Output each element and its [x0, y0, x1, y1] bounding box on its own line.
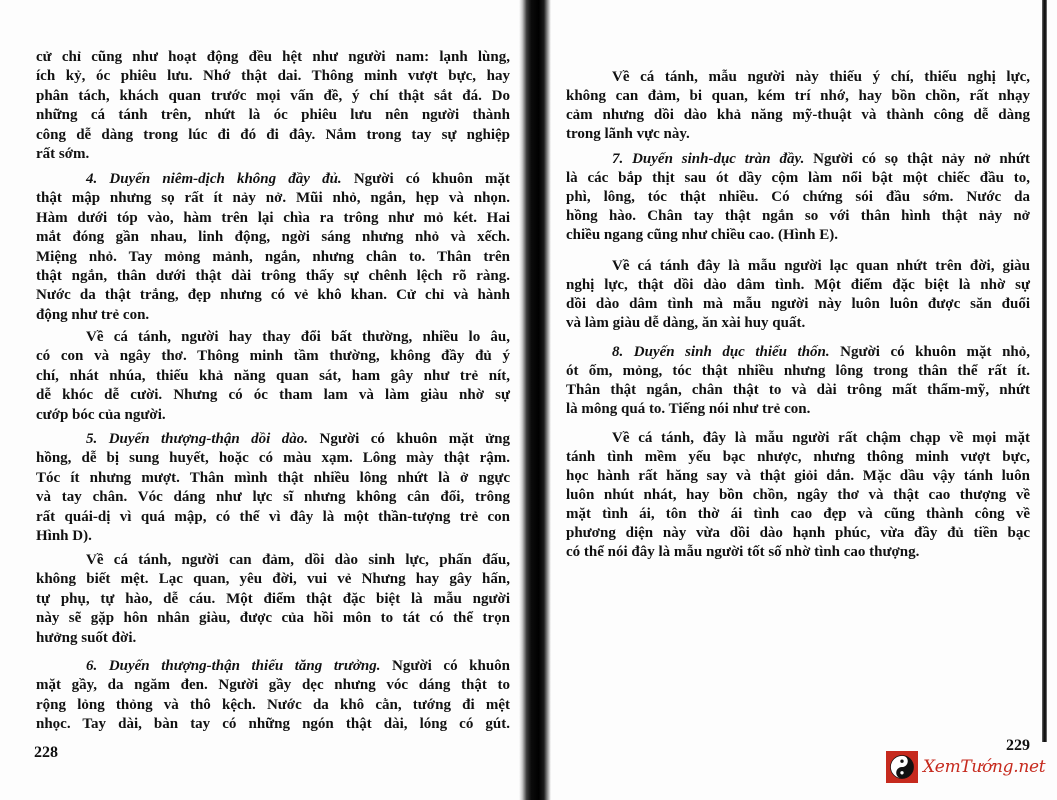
text-line: là các bắp thịt sau ót dầy cộm làm nổi bật một chiếc đầu to,	[566, 170, 1030, 186]
text-line: chiều ngang cũng như chiều cao. (Hình E).	[566, 227, 838, 243]
text-line: trong lãnh vực này.	[566, 126, 690, 142]
paragraph	[36, 48, 510, 164]
text-run: Người có khuôn mặt nhỏ,	[840, 344, 1030, 360]
text-line: phân tách, khách quan trước mọi vấn đề, ý chí thật sắt đá. Do	[36, 87, 510, 104]
text-line: phương diện này vừa dồi dào hạnh phúc, vừa đầy đủ tiền bạc	[566, 525, 1030, 541]
text-line: là mông quá to. Tiếng nói như trẻ con.	[566, 401, 811, 417]
text-line: Về cá tánh, người can đảm, dồi dào sinh lực, phấn đấu,	[86, 552, 510, 568]
section-heading: 5. Duyến thượng-thận dồi dào.	[86, 431, 309, 447]
text-line: mặt gầy, da ngăm đen. Người gầy dẹc nhưng vóc dáng thật to	[36, 677, 510, 694]
text-line: Về cá tánh, mẫu người này thiếu ý chí, thiếu nghị lực,	[612, 69, 1030, 85]
section-heading: 6. Duyến thượng-thận thiếu tăng trưởng.	[86, 658, 381, 674]
logo-text: XemTướng.net	[923, 757, 1046, 777]
paragraph	[566, 150, 1030, 245]
paragraph	[36, 430, 510, 546]
text-line: cử chỉ cũng như hoạt động đều hệt như người nam: lạnh lùng,	[36, 49, 510, 65]
text-run: Người có khuôn mặt	[353, 171, 511, 187]
text-line: tánh tình mềm yếu bạc nhược, nhưng thông minh vượt bực,	[566, 449, 1030, 465]
text-line: dễ khóc dễ cười. Nhưng có óc tham lam và làm giàu nhờ sự	[36, 387, 510, 404]
page-number-right: 229	[1006, 737, 1030, 754]
text-line: này sẽ gặp hôn nhân giàu, được của hồi môn to tát có thể trọn	[36, 610, 510, 627]
text-line: nghị lực, thật dồi dào dâm tình. Một điểm đặc biệt là nhờ sự	[566, 277, 1030, 293]
text-line	[566, 150, 1030, 169]
page-number-left: 228	[34, 744, 58, 761]
text-run: Người có khuôn	[392, 658, 511, 674]
text-line: Thân thật ngắn, chân thật to và dài trông mất thẩm-mỹ, nhứt	[566, 382, 1030, 398]
text-line	[36, 657, 510, 676]
text-line: rất quái-dị vì quá mập, có thể vì đây là một thần-tượng trẻ con	[36, 508, 510, 525]
text-line	[36, 170, 510, 189]
text-line: mắt đóng gần nhau, linh động, ngời sáng nhưng nhỏ và xếch.	[36, 229, 510, 246]
right-page	[566, 0, 1030, 800]
text-line: thật mập nhưng sọ rất ít nảy nở. Mũi nhỏ, ngắn, hẹp và nhọn.	[36, 190, 510, 207]
text-line: Miệng nhỏ. Tay mỏng mảnh, ngắn, nhưng chân to. Thân trên	[36, 248, 510, 265]
text-line	[36, 430, 510, 449]
text-line: công dễ dàng trong lúc đi đó đi đây. Nắm trong tay sự nghiệp	[36, 126, 510, 143]
text-line: học hành rất hăng say và thật giỏi dắn. Mặc dầu vậy tánh luôn	[566, 468, 1030, 484]
section-heading: 8. Duyến sinh dục thiếu thốn.	[612, 344, 830, 360]
paragraph	[566, 343, 1030, 419]
text-line: thật ngắn, thân dưới thật dài trông thấy sự chênh lệch rõ ràng.	[36, 267, 510, 284]
text-line: có con và ngây thơ. Thông minh tầm thường, không đầy đủ ý	[36, 348, 510, 365]
text-line: không biết mệt. Lạc quan, yêu đời, vui vẻ Nhưng hay gây hấn,	[36, 571, 510, 588]
text-line: chí, nhát nhúa, thiếu khả năng quan sát, ham gây như trẻ nít,	[36, 367, 510, 384]
text-line: động như trẻ con.	[36, 306, 150, 323]
paragraph	[36, 551, 510, 648]
text-line: cảm nhưng dồi dào khả năng mỹ-thuật và thành công dễ dàng	[566, 107, 1030, 123]
text-line: Về cá tánh, người hay thay đổi bất thường, nhiều lo âu,	[86, 329, 510, 345]
text-line: những cá tánh trên, nhứt là óc phiêu lưu nên người thành	[36, 107, 510, 124]
book-gutter	[519, 0, 551, 800]
text-line: và tay chân. Vóc dáng như lực sĩ nhưng không cân đối, trông	[36, 489, 510, 506]
paragraph	[36, 328, 510, 425]
text-line: phì, lông, tóc thật nhiều. Có chứng sói đầu sớm. Nước da	[566, 189, 1030, 205]
text-line: rất sớm.	[36, 145, 90, 162]
text-line: cướp bóc của người.	[36, 406, 166, 423]
page-edge	[1042, 0, 1047, 742]
text-run: Người có sọ thật nảy nở nhứt	[813, 151, 1031, 167]
text-line: có thể nói đây là mẫu người tốt số nhờ tình cao thượng.	[566, 544, 920, 560]
paragraph	[566, 68, 1030, 144]
text-line: Hàm dưới tóp vào, hàm trên lại chìa ra trông như mỏ két. Hai	[36, 209, 510, 226]
paragraph	[36, 657, 510, 735]
paragraph	[36, 170, 510, 325]
text-line: tự phụ, tự hào, dễ cáu. Một điểm thật đặc biệt là mẫu người	[36, 590, 510, 607]
text-line: rộng lỏng thỏng và thô kệch. Nước da khô cằn, tướng đi mệt	[36, 696, 510, 713]
paragraph	[566, 429, 1030, 562]
text-line: hưởng suốt đời.	[36, 629, 137, 646]
paragraph	[566, 257, 1030, 333]
text-line: hồng hào. Chân tay thật ngắn so với thân hình thật nảy nở	[566, 208, 1030, 224]
text-line: Tóc ít nhưng mượt. Thân mình thật nhiều lông nhứt là ở ngực	[36, 469, 510, 486]
text-line: ích kỷ, óc phiêu lưu. Nhớ thật dai. Thông minh vượt bực, hay	[36, 68, 510, 85]
text-line: Về cá tánh đây là mẫu người lạc quan nhứt trên đời, giàu	[612, 258, 1030, 274]
yin-yang-icon	[886, 751, 918, 783]
text-line: và làm giàu dễ dàng, ăn xài huy quất.	[566, 315, 806, 331]
text-line: Về cá tánh, đây là mẫu người rất chậm chạp về mọi mặt	[612, 430, 1030, 446]
text-line: hồng, dễ bị sung huyết, hoặc có màu xạm. Lông mày thật rậm.	[36, 450, 510, 467]
text-line: Nước da thật trắng, đẹp nhưng có vẻ khô khan. Cử chỉ và hành	[36, 287, 510, 304]
section-heading: 4. Duyến niêm-dịch không đầy đủ.	[86, 171, 342, 187]
text-line: Hình D).	[36, 527, 92, 544]
text-line: ót ốm, mỏng, tóc thật nhiều nhưng lông trong thân thể rất ít.	[566, 363, 1030, 379]
text-run: Người có khuôn mặt ửng	[319, 431, 510, 447]
left-page	[36, 0, 510, 800]
text-line: nhọc. Tay dài, bàn tay có những ngón thật dài, lóng có gút.	[36, 716, 510, 733]
text-line	[566, 343, 1030, 362]
text-line: dồi dào dâm tình mà mẫu người này luôn luôn được săn đuổi	[566, 296, 1030, 312]
text-line: không can đảm, bi quan, kém trí nhớ, hay bồn chồn, rất nhạy	[566, 88, 1030, 104]
section-heading: 7. Duyến sinh-dục tràn đầy.	[612, 151, 805, 167]
site-logo	[886, 750, 1045, 784]
text-line: mặt tình ái, tôn thờ ái tình cao đẹp và cũng thành công về	[566, 506, 1030, 522]
text-line: luôn nhút nhát, hay bồn chồn, ngây thơ và thật cao thượng về	[566, 487, 1030, 503]
